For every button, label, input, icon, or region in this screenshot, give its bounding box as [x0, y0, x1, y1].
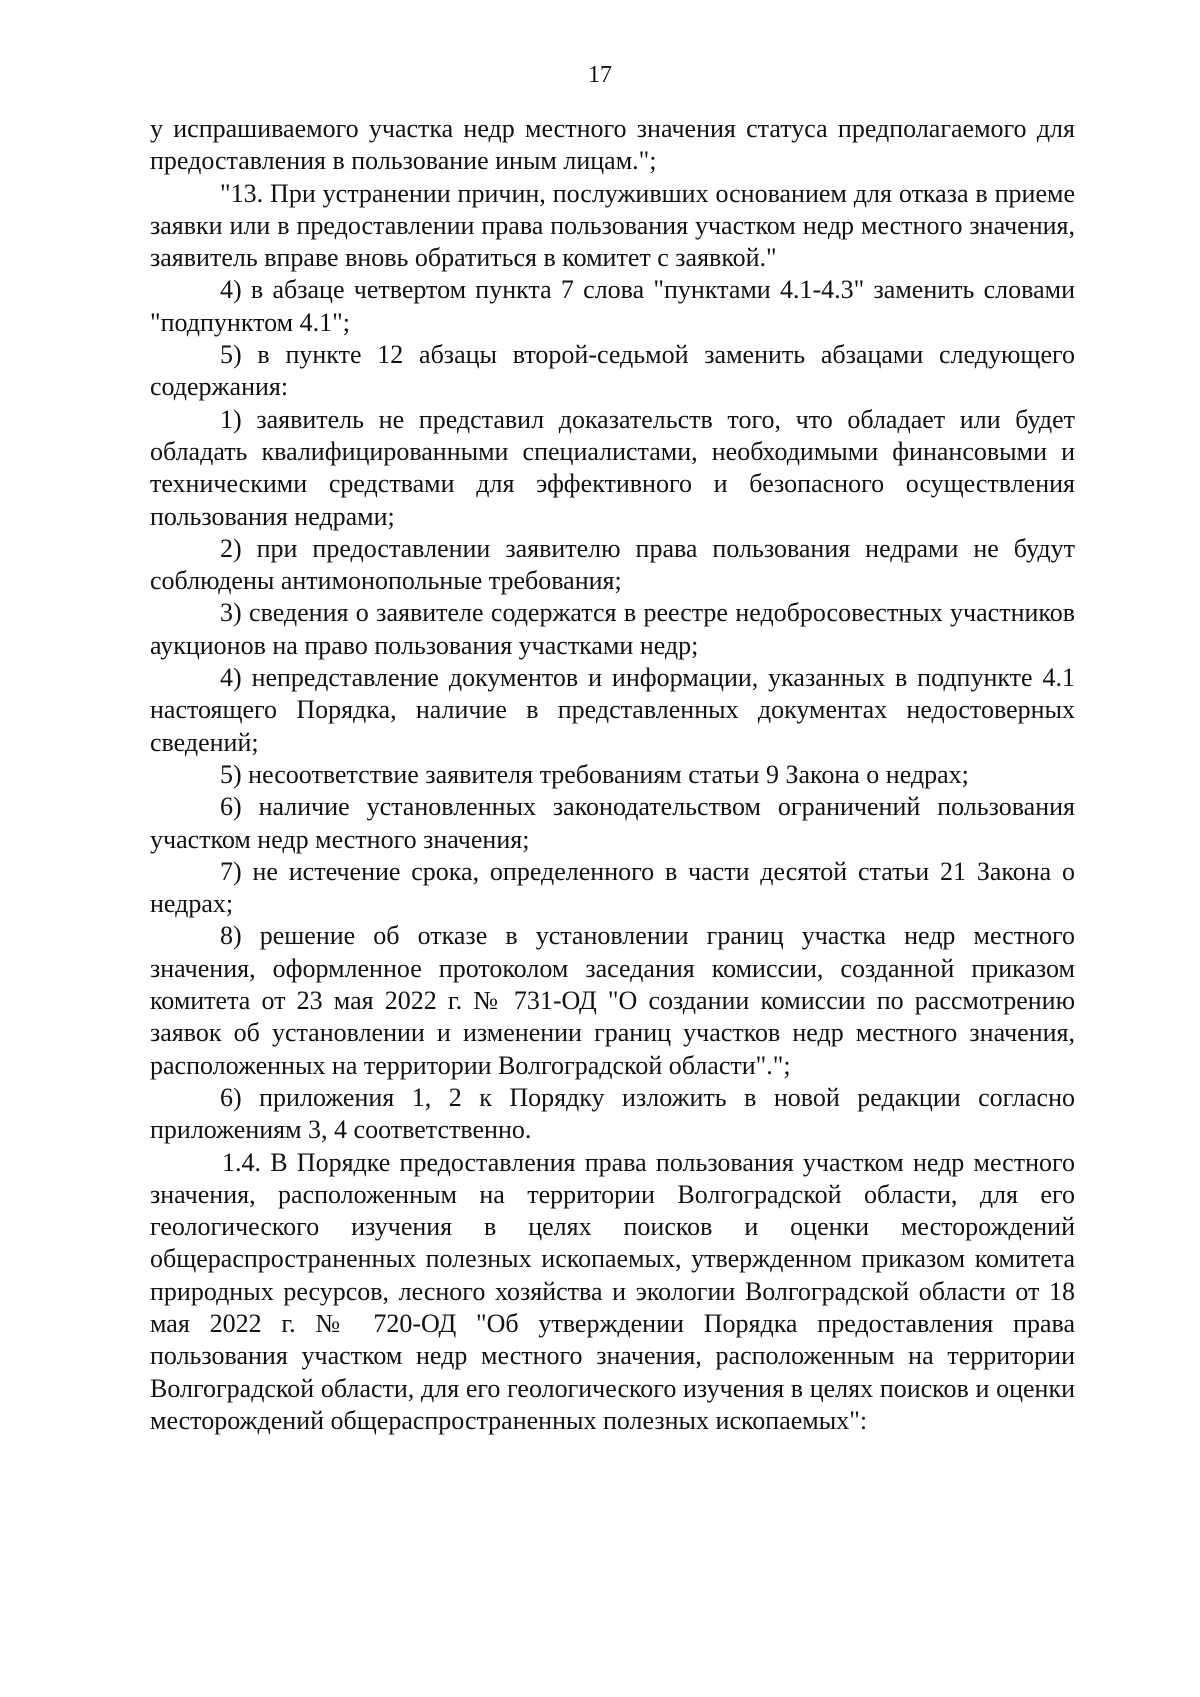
paragraph-ground-5: 5) несоответствие заявителя требованиям статьи 9 Закона о недрах;	[220, 759, 969, 789]
paragraph-amendment-4: 4) в абзаце четвертом пункта 7 слова "пунктами 4.1-4.3" заменить словами "подпунктом 4.1";	[150, 275, 1075, 337]
paragraph-amendment-5: 5) в пункте 12 абзацы второй-седьмой заменить абзацами следующего содержания:	[150, 340, 1075, 402]
paragraph-item-13: "13. При устранении причин, послуживших основанием для отказа в приеме заявки или в предоставлении права пользования участком недр местного значения, заявитель вправе вновь обратиться в комитет с заявкой."	[150, 178, 1075, 273]
paragraph-ground-2: 2) при предоставлении заявителю права пользования недрами не будут соблюдены антимонопольные требования;	[150, 533, 1075, 596]
page-number: 17	[588, 62, 612, 88]
paragraph-ground-3: 3) сведения о заявителе содержатся в реестре недобросовестных участников аукционов на право пользования участками недр;	[150, 598, 1075, 660]
paragraph-ground-4: 4) непредставление документов и информации, указанных в подпункте 4.1 настоящего Порядка, наличие в представленных документах недостоверных сведений;	[150, 663, 1075, 757]
paragraph-ground-1: 1) заявитель не представил доказательств того, что обладает или будет обладать квалифицированными специалистами, необходимыми финансовыми и техническими средствами для эффективного и безопасного осуществления пользования недрами;	[150, 404, 1075, 531]
document-body	[150, 113, 1075, 1437]
paragraph-section-1-4: 1.4. В Порядке предоставления права пользования участком недр местного значения, расположенным на территории Волгоградской области, для его геологического изучения в целях поисков и оценки месторождений общераспространенных полезных ископаемых, утвержденном приказом комитета природных ресурсов, лесного хозяйства и экологии Волгоградской области от 18 мая 2022 г. № 720-ОД "Об утверждении Порядка предоставления права пользования участком недр местного значения, расположенным на территории Волгоградской области, для его геологического изучения в целях поисков и оценки месторождений общераспространенных полезных ископаемых":	[150, 1147, 1075, 1435]
paragraph-ground-7: 7) не истечение срока, определенного в части десятой статьи 21 Закона о недрах;	[150, 856, 1075, 919]
paragraph-ground-8: 8) решение об отказе в установлении границ участка недр местного значения, оформленное протоколом заседания комиссии, созданной приказом комитета от 23 мая 2022 г. № 731-ОД "О создании комиссии по рассмотрению заявок об установлении и изменении границ участков недр местного значения, расположенных на территории Волгоградской области".";	[150, 921, 1075, 1080]
paragraph-amendment-6: 6) приложения 1, 2 к Порядку изложить в новой редакции согласно приложениям 3, 4 соответственно.	[150, 1082, 1075, 1145]
paragraph-ground-6: 6) наличие установленных законодательством ограничений пользования участком недр местного значения;	[150, 792, 1075, 854]
paragraph-continuation: у испрашиваемого участка недр местного значения статуса предполагаемого для предоставления в пользование иным лицам.";	[150, 114, 1075, 176]
